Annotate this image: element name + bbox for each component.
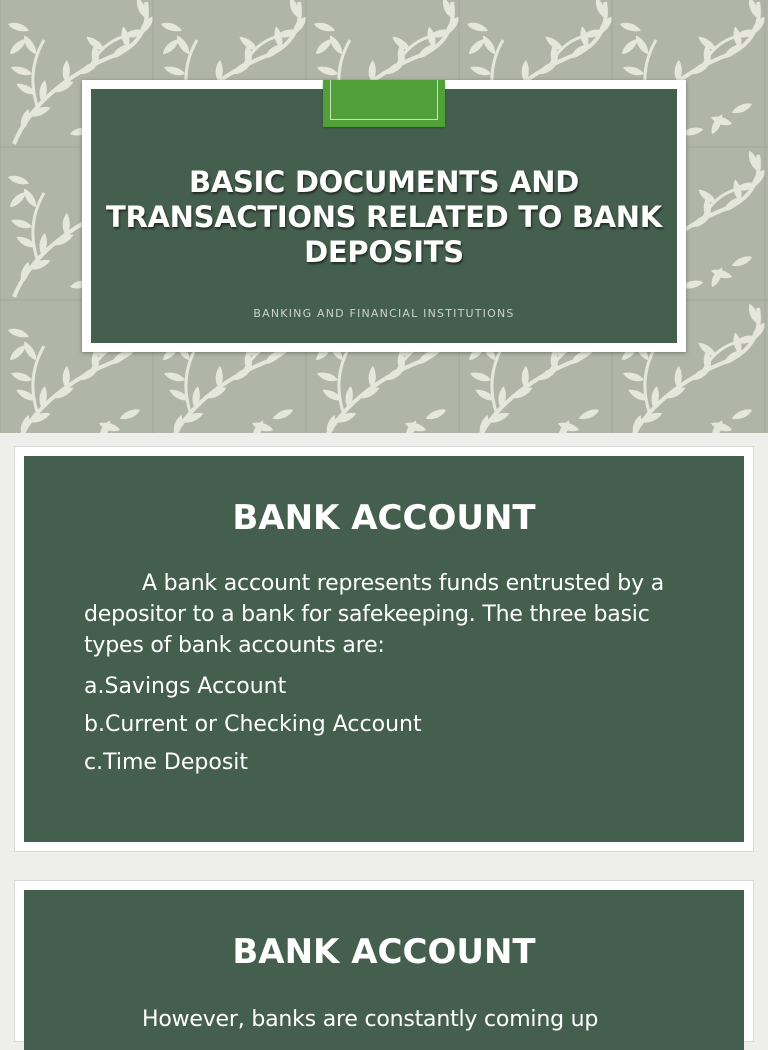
slide-paragraph: A bank account represents funds entrusted by a depositor to a bank for safekeeping. The three basic types of bank accounts are: bbox=[84, 571, 664, 658]
title-slide bbox=[0, 0, 768, 433]
title-panel bbox=[91, 89, 677, 343]
bank-account-slide-continued bbox=[14, 880, 754, 1042]
list-item: a.Savings Account bbox=[84, 674, 287, 699]
slide-subtitle: BANKING AND FINANCIAL INSTITUTIONS bbox=[253, 307, 515, 320]
slide-heading: BANK ACCOUNT bbox=[232, 498, 536, 538]
accent-tab bbox=[323, 80, 445, 127]
slide-paragraph: However, banks are constantly coming up bbox=[142, 1007, 599, 1032]
account-type-list bbox=[84, 668, 684, 782]
slide-heading: BANK ACCOUNT bbox=[232, 932, 536, 972]
slide-panel bbox=[24, 890, 744, 1050]
slide-title: BASIC DOCUMENTS AND TRANSACTIONS RELATED TO BANK DEPOSITS bbox=[106, 165, 662, 269]
slide-panel bbox=[24, 456, 744, 842]
bank-account-slide bbox=[14, 446, 754, 852]
accent-tab-inner bbox=[330, 80, 438, 120]
list-item: b.Current or Checking Account bbox=[84, 712, 422, 737]
list-item: c.Time Deposit bbox=[84, 750, 249, 775]
